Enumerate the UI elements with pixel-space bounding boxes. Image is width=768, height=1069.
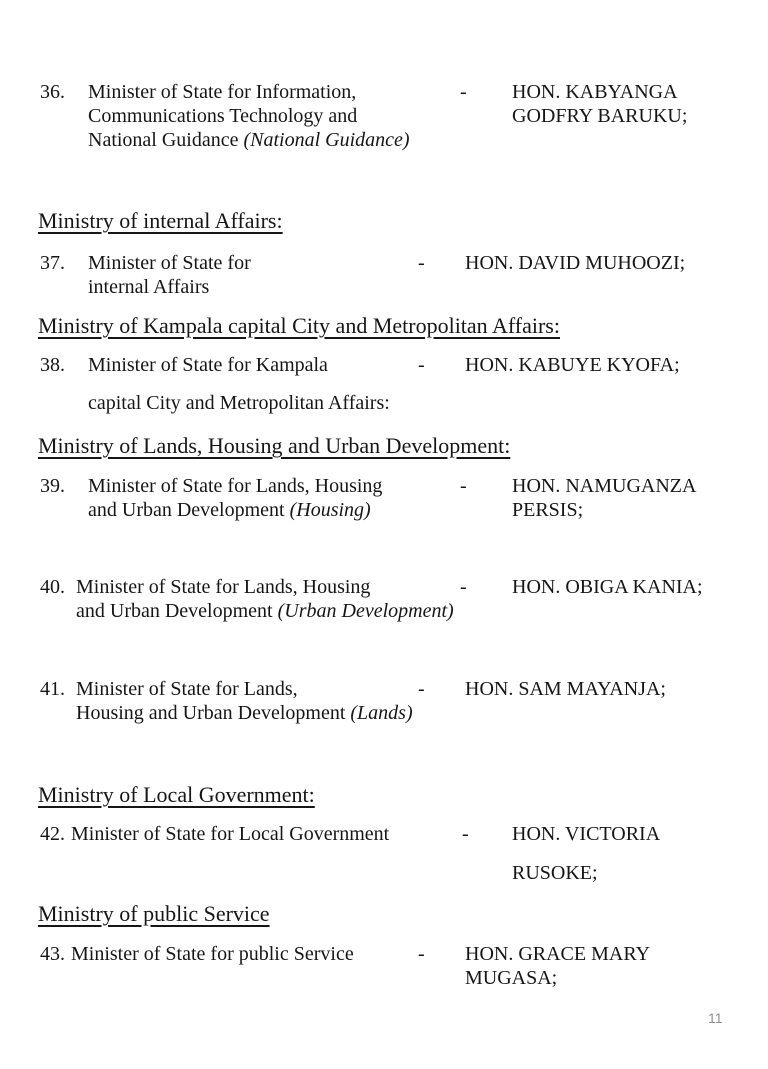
description-line: internal Affairs	[88, 276, 210, 298]
description-text: Housing and Urban Development	[76, 702, 351, 724]
name-line: HON. GRACE MARY	[465, 943, 651, 965]
heading-text: Ministry of internal Affairs:	[38, 208, 283, 233]
name-line: HON. KABUYE KYOFA;	[465, 354, 680, 376]
heading-text: Ministry of public Service	[38, 901, 270, 926]
entry-number: 41.	[40, 678, 65, 700]
separator-dash: -	[460, 475, 467, 497]
name-line: HON. DAVID MUHOOZI;	[465, 252, 686, 274]
description-line: Minister of State for	[88, 252, 251, 274]
minister-name	[512, 80, 687, 128]
minister-name	[512, 575, 703, 599]
description-italic-text: (Housing)	[289, 499, 371, 521]
entry-description	[88, 80, 410, 152]
name-line: PERSIS;	[512, 499, 584, 521]
entry-number: 38.	[40, 354, 65, 376]
name-line: HON. OBIGA KANIA;	[512, 576, 703, 598]
description-line: Minister of State for Local Government	[71, 823, 390, 845]
entry-number: 36.	[40, 81, 65, 103]
name-line: HON. SAM MAYANJA;	[465, 678, 666, 700]
description-italic-text: (Lands)	[350, 702, 413, 724]
minister-name	[465, 353, 680, 377]
entry-description	[76, 677, 413, 725]
name-line: RUSOKE;	[512, 862, 598, 884]
entry-number: 37.	[40, 252, 65, 274]
description-text: and Urban Development	[88, 499, 290, 521]
description-line	[88, 498, 382, 522]
minister-name	[465, 942, 650, 990]
ministry-heading-kampala-capital-city	[38, 313, 560, 339]
separator-dash: -	[460, 576, 467, 598]
description-line: Minister of State for Lands,	[76, 678, 298, 700]
name-line: HON. KABYANGA	[512, 81, 678, 103]
description-line: Minister of State for Lands, Housing	[88, 475, 383, 497]
entry-number: 43.	[40, 943, 65, 965]
separator-dash: -	[418, 943, 425, 965]
entry-description	[88, 353, 390, 415]
heading-text: Ministry of Lands, Housing and Urban Development:	[38, 433, 511, 458]
name-line: GODFRY BARUKU;	[512, 105, 688, 127]
entry-description	[71, 942, 354, 966]
minister-name	[512, 822, 660, 885]
name-line: HON. VICTORIA	[512, 823, 661, 845]
description-line	[76, 599, 454, 623]
name-line: MUGASA;	[465, 967, 558, 989]
separator-dash: -	[460, 81, 467, 103]
separator-dash: -	[462, 823, 469, 845]
heading-text: Ministry of Kampala capital City and Metropolitan Affairs:	[38, 313, 560, 338]
description-line	[88, 128, 410, 152]
entry-description	[71, 822, 389, 846]
description-line: Minister of State for public Service	[71, 943, 354, 965]
ministry-heading-lands-housing-urban-development	[38, 433, 510, 459]
separator-dash: -	[418, 678, 425, 700]
description-line: Minister of State for Lands, Housing	[76, 576, 371, 598]
minister-name	[465, 251, 685, 275]
ministry-heading-public-service	[38, 901, 270, 927]
description-line	[76, 701, 413, 725]
entry-description	[76, 575, 454, 623]
heading-text: Ministry of Local Government:	[38, 782, 315, 807]
description-line: capital City and Metropolitan Affairs:	[88, 392, 390, 414]
description-text: National Guidance	[88, 129, 244, 151]
page-number: 11	[708, 1010, 723, 1026]
entry-number: 40.	[40, 576, 65, 598]
entry-number: 39.	[40, 475, 65, 497]
ministry-heading-internal-affairs	[38, 208, 283, 234]
description-line: Minister of State for Kampala	[88, 354, 328, 376]
description-line: Minister of State for Information,	[88, 81, 357, 103]
description-italic-text: (National Guidance)	[243, 129, 410, 151]
ministry-heading-local-government	[38, 782, 315, 808]
entry-description	[88, 474, 382, 522]
description-italic-text: (Urban Development)	[277, 600, 454, 622]
name-line: HON. NAMUGANZA	[512, 475, 697, 497]
separator-dash: -	[418, 252, 425, 274]
minister-name	[465, 677, 666, 701]
entry-number: 42.	[40, 823, 65, 845]
description-line: Communications Technology and	[88, 105, 358, 127]
entry-description	[88, 251, 251, 299]
separator-dash: -	[418, 354, 425, 376]
description-text: and Urban Development	[76, 600, 278, 622]
minister-name	[512, 474, 696, 522]
